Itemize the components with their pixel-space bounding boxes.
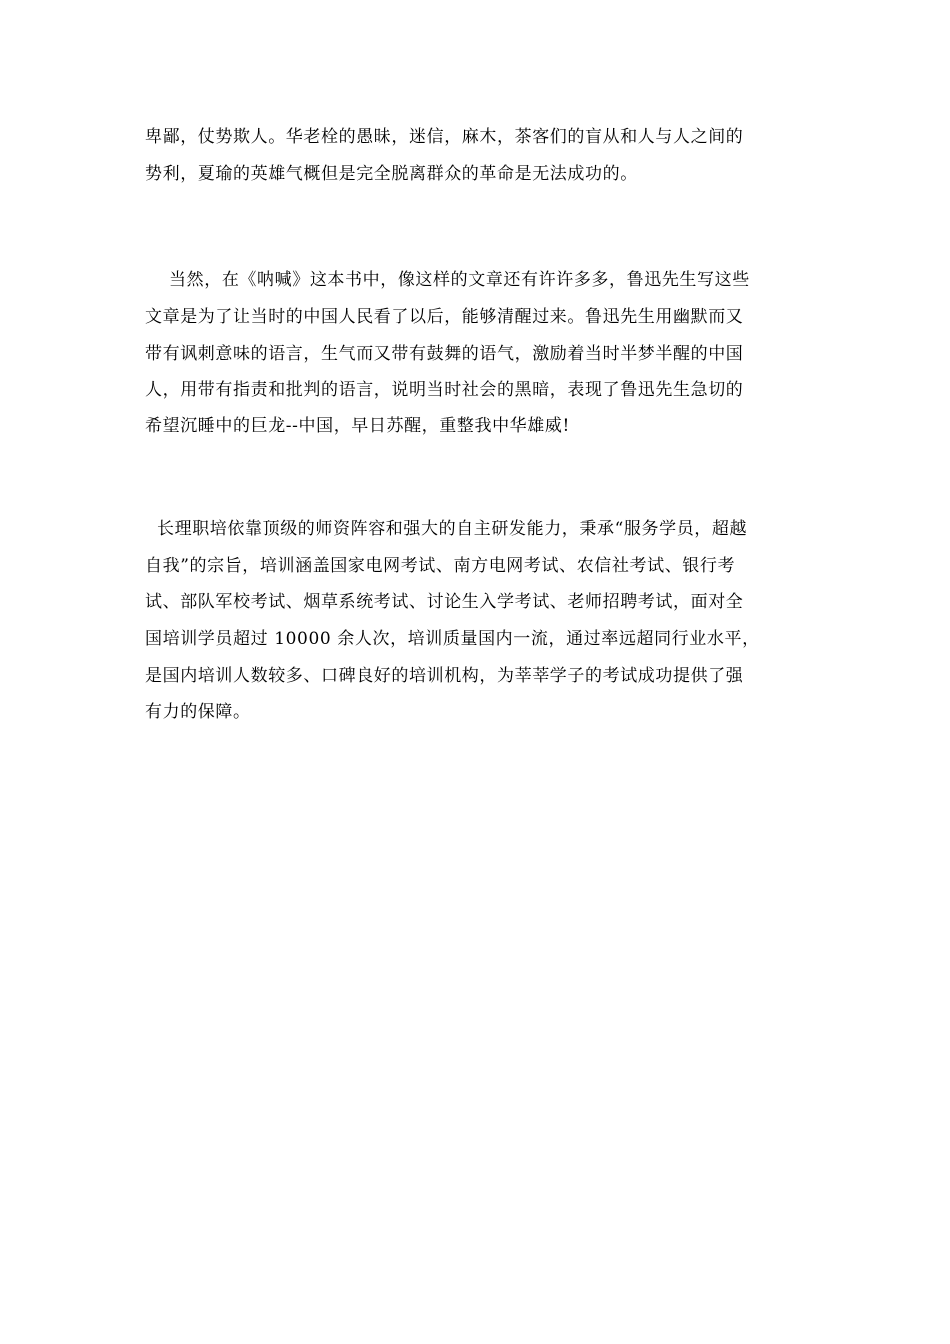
paragraph-line: 带有讽刺意味的语言，生气而又带有鼓舞的语气，激励着当时半梦半醒的中国 [145, 344, 744, 364]
paragraph-line: 有力的保障。 [145, 702, 251, 722]
paragraph-line: 长理职培依靠顶级的师资阵容和强大的自主研发能力，秉承“服务学员，超越 [145, 519, 748, 539]
paragraph-line: 是国内培训人数较多、口碑良好的培训机构，为莘莘学子的考试成功提供了强 [145, 666, 744, 686]
paragraph-line: 人，用带有指责和批判的语言，说明当时社会的黑暗，表现了鲁迅先生急切的 [145, 380, 744, 400]
paragraph-line: 卑鄙，仗势欺人。华老栓的愚昧，迷信，麻木，茶客们的盲从和人与人之间的 [145, 127, 744, 147]
paragraph-line: 自我”的宗旨，培训涵盖国家电网考试、南方电网考试、农信社考试、银行考 [145, 556, 736, 576]
paragraph-line: 势利，夏瑜的英雄气概但是完全脱离群众的革命是无法成功的。 [145, 164, 638, 184]
paragraph-line: 文章是为了让当时的中国人民看了以后，能够清醒过来。鲁迅先生用幽默而又 [145, 307, 744, 327]
paragraph-line: 希望沉睡中的巨龙--中国，早日苏醒，重整我中华雄威! [145, 416, 570, 436]
paragraph-line: 国培训学员超过 10000 余人次，培训质量国内一流，通过率远超同行业水平， [145, 629, 760, 649]
paragraph-line: 试、部队军校考试、烟草系统考试、讨论生入学考试、老师招聘考试，面对全 [145, 592, 744, 612]
paragraph-line: 当然，在《呐喊》这本书中，像这样的文章还有许许多多，鲁迅先生写这些 [145, 270, 750, 290]
